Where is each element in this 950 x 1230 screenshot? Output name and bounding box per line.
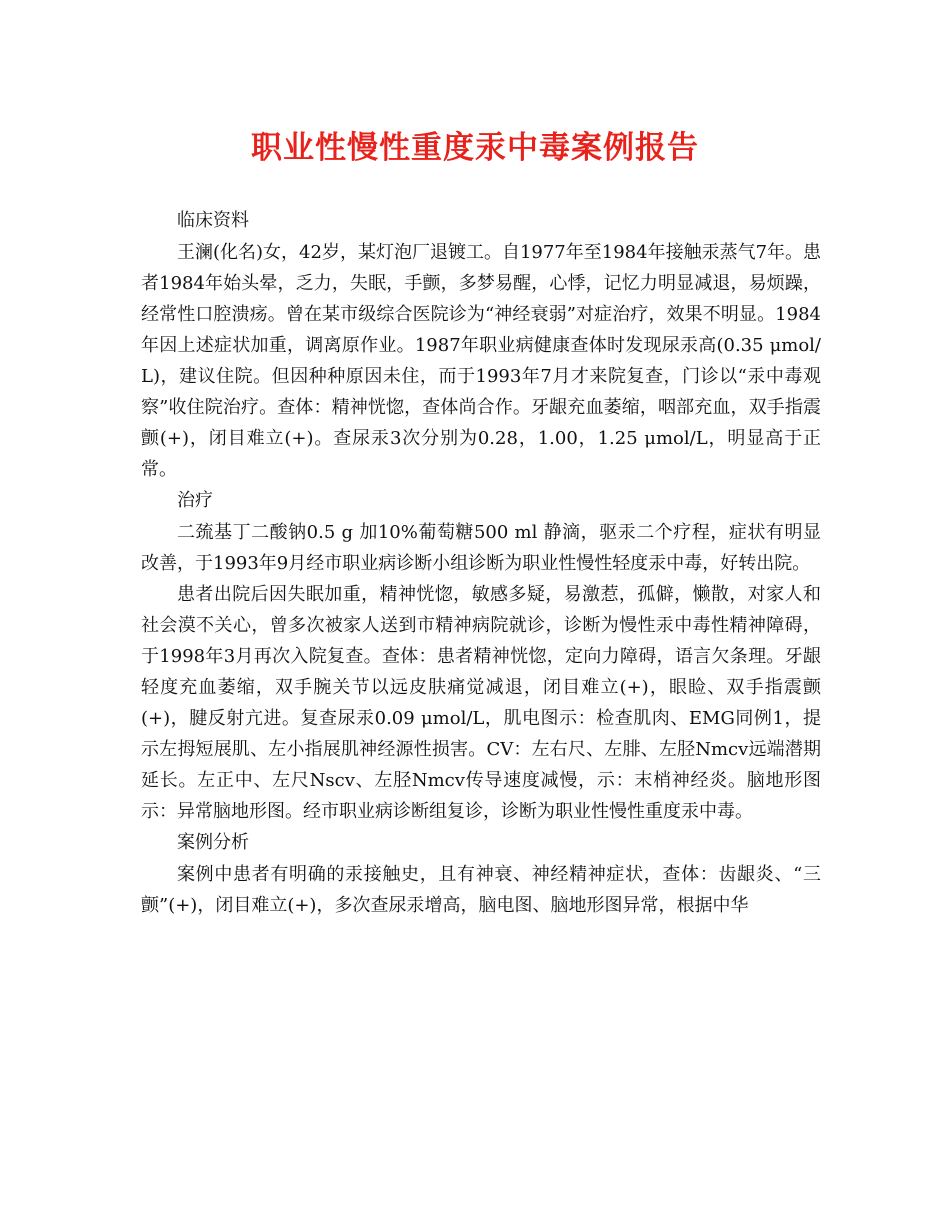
document-title: 职业性慢性重度汞中毒案例报告	[251, 130, 699, 166]
paragraph-treatment-2: 患者出院后因失眠加重，精神恍惚，敏感多疑，易激惹，孤僻，懒散，对家人和社会漠不关心，曾多次被家人送到市精神病院就诊，诊断为慢性汞中毒性精神障碍，于1998年3月再次入院复查。查体：患者精神恍惚，定向力障碍，语言欠条理。牙龈轻度充血萎缩，双手腕关节以远皮肤痛觉减退，闭目难立(+)，眼睑、双手指震颤(+)，腱反射亢进。复查尿汞0.09 μmol/L，肌电图示：检查肌肉、EMG同例1，提示左拇短展肌、左小指展肌神经源性损害。CV：左右尺、左腓、左胫Nmcv远端潜期延长。左正中、左尺Nscv、左胫Nmcv传导速度减慢，示：末梢神经炎。脑地形图示：异常脑地形图。经市职业病诊断组复诊，诊断为职业性慢性重度汞中毒。	[141, 584, 821, 822]
paragraph-case-analysis: 案例中患者有明确的汞接触史，且有神衰、神经精神症状，查体：齿龈炎、“三颤”(+)，闭目难立(+)，多次查尿汞增高，脑电图、脑地形图异常，根据中华	[141, 864, 821, 916]
paragraph-treatment-1: 二巯基丁二酸钠0.5 g 加10%葡萄糖500 ml 静滴，驱汞二个疗程，症状有明显改善，于1993年9月经市职业病诊断小组诊断为职业性慢性轻度汞中毒，好转出院。	[141, 522, 821, 574]
paragraph-clinical-data: 王澜(化名)女，42岁，某灯泡厂退镀工。自1977年至1984年接触汞蒸气7年。患者1984年始头晕，乏力，失眠，手颤，多梦易醒，心悸，记忆力明显减退，易烦躁，经常性口腔溃疡。曾在某市级综合医院诊为“神经衰弱”对症治疗，效果不明显。1984年因上述症状加重，调离原作业。1987年职业病健康查体时发现尿汞高(0.35 μmol/L)，建议住院。但因种种原因未住，而于1993年7月才来院复查，门诊以“汞中毒观察”收住院治疗。查体：精神恍惚，查体尚合作。牙龈充血萎缩，咽部充血，双手指震颤(+)，闭目难立(+)。查尿汞3次分别为0.28，1.00，1.25 μmol/L，明显高于正常。	[141, 242, 822, 480]
section-heading-clinical-data: 临床资料	[177, 210, 249, 231]
section-heading-treatment: 治疗	[177, 490, 213, 511]
section-heading-case-analysis: 案例分析	[177, 832, 249, 853]
document-body	[141, 205, 821, 921]
